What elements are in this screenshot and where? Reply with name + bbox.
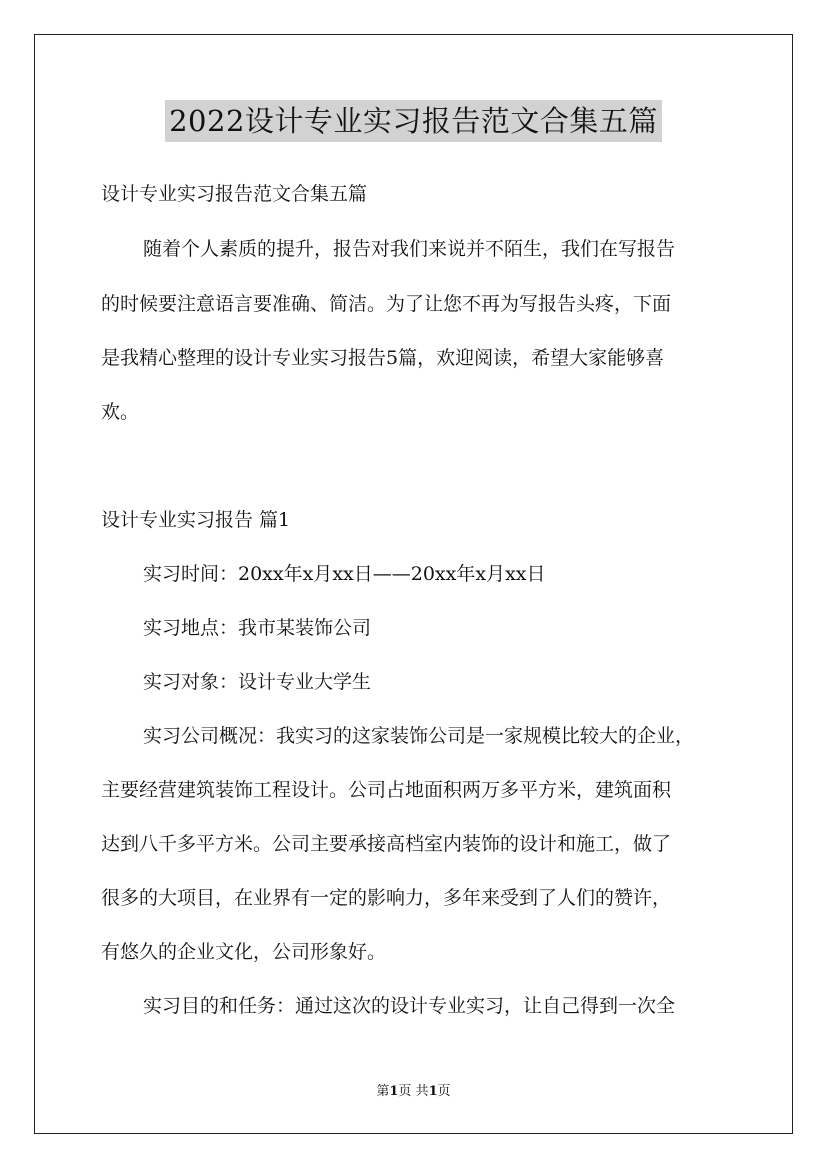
goal-line: 实习目的和任务：通过这次的设计专业实习，让自己得到一次全 (143, 995, 676, 1017)
document-subtitle: 设计专业实习报告范文合集五篇 (101, 183, 368, 205)
title-container (0, 100, 827, 142)
intro-line-3: 是我精心整理的设计专业实习报告5篇，欢迎阅读，希望大家能够喜 (101, 347, 665, 369)
footer-page-suffix: 页 (437, 1084, 451, 1099)
intro-line-2: 的时候要注意语言要准确、简洁。为了让您不再为写报告头疼，下面 (101, 293, 672, 315)
company-overview-line-5: 有悠久的企业文化，公司形象好。 (101, 941, 387, 963)
company-overview-line-4: 很多的大项目，在业界有一定的影响力，多年来受到了人们的赞许， (101, 887, 672, 909)
intro-line-1: 随着个人素质的提升，报告对我们来说并不陌生，我们在写报告 (143, 238, 676, 260)
internship-time: 实习时间：20xx年x月xx日——20xx年x月xx日 (143, 563, 546, 585)
company-overview-line-3: 达到八千多平方米。公司主要承接高档室内装饰的设计和施工，做了 (101, 833, 672, 855)
section-heading: 设计专业实习报告 篇1 (101, 509, 291, 531)
document-title: 2022设计专业实习报告范文合集五篇 (165, 100, 662, 142)
footer-page-total: 1 (428, 1084, 438, 1099)
company-overview-line-2: 主要经营建筑装饰工程设计。公司占地面积两万多平方米，建筑面积 (101, 779, 672, 801)
internship-target: 实习对象：设计专业大学生 (143, 671, 372, 693)
intro-line-4: 欢。 (101, 401, 140, 423)
page-footer (0, 1083, 827, 1101)
internship-place: 实习地点：我市某装饰公司 (143, 617, 372, 639)
footer-page-current: 1 (389, 1084, 399, 1099)
footer-page-prefix: 第 (376, 1084, 390, 1099)
footer-page-mid: 页 共 (398, 1084, 429, 1099)
company-overview-line-1: 实习公司概况：我实习的这家装饰公司是一家规模比较大的企业， (143, 725, 695, 747)
